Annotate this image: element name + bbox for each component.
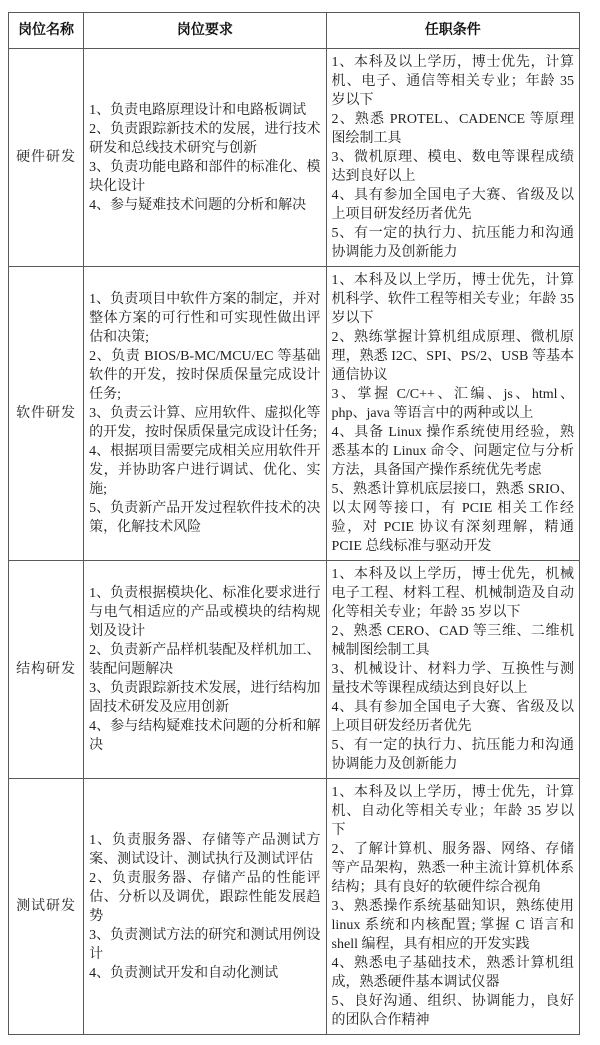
qualification-item: 5、有一定的执行力、抗压能力和沟通协调能力及创新能力 — [331, 226, 574, 260]
qualification-item: 3、熟悉操作系统基础知识，熟练使用 linux 系统和内核配置; 掌握 C 语言和 shell 编程，具有相应的开发实践 — [331, 899, 574, 952]
qualification-item: 5、有一定的执行力、抗压能力和沟通协调能力及创新能力 — [331, 738, 574, 772]
requirement-item: 4、参与疑难技术问题的分析和解决 — [89, 197, 307, 213]
requirements-cell — [84, 267, 326, 561]
qualification-item: 2、熟悉 CERO、CAD 等三维、二维机械制图绘制工具 — [331, 624, 574, 658]
table-row — [9, 267, 580, 561]
qualification-item: 2、熟练掌握计算机组成原理、微机原理，熟悉 I2C、SPI、PS/2、USB 等基本通信协议 — [331, 330, 574, 383]
qualification-item: 2、熟悉 PROTEL、CADENCE 等原理图绘制工具 — [331, 112, 574, 146]
qualification-item: 5、熟悉计算机底层接口，熟悉 SRIO、以太网等接口，有 PCIE 相关工作经验，对 PCIE 协议有深刻理解，精通 PCIE 总线标准与驱动开发 — [331, 482, 574, 554]
requirement-item: 2、负责服务器、存储产品的性能评估、分析以及调优，跟踪性能发展趋势 — [89, 870, 321, 924]
table-row — [9, 779, 580, 1035]
table-row — [9, 561, 580, 779]
requirements-cell — [84, 49, 326, 267]
requirement-item: 3、负责功能电路和部件的标准化、模块化设计 — [89, 159, 321, 194]
requirement-item: 2、负责 BIOS/B-MC/MCU/EC 等基础软件的开发，按时保质保量完成设计任务; — [89, 349, 321, 402]
requirement-item: 2、负责新产品样机装配及样机加工、装配问题解决 — [89, 643, 321, 677]
table-body — [9, 49, 580, 1035]
qualification-item: 1、本科及以上学历，博士优先，机械电子工程、材料工程、机械制造及自动化等相关专业；年龄 35 岁以下 — [331, 567, 574, 620]
requirement-item: 5、负责新产品开发过程软件技术的决策，化解技术风险 — [89, 501, 321, 535]
qualifications-cell — [326, 779, 579, 1035]
qualification-item: 1、本科及以上学历，博士优先，计算机、自动化等相关专业；年龄 35 岁以下 — [331, 785, 574, 838]
qualification-item: 1、本科及以上学历，博士优先，计算机科学、软件工程等相关专业；年龄 35 岁以下 — [331, 273, 574, 326]
qualification-item: 4、具有参加全国电子大赛、省级及以上项目研发经历者优先 — [331, 188, 574, 222]
requirement-item: 1、负责电路原理设计和电路板调试 — [89, 102, 307, 118]
requirement-item: 4、根据项目需要完成相关应用软件开发，并协助客户进行调试、优化、实施; — [89, 444, 321, 497]
qualification-item: 3、掌握 C/C++、汇编、js、html、php、java 等语言中的两种或以上 — [331, 387, 574, 421]
qualification-item: 4、具备 Linux 操作系统使用经验，熟悉基本的 Linux 命令、问题定位与分析方法，具备国产操作系统优先考虑 — [331, 425, 574, 478]
requirement-item: 1、负责根据模块化、标准化要求进行与电气相适应的产品或模块的结构规划及设计 — [89, 586, 321, 639]
qualification-item: 3、微机原理、模电、数电等课程成绩达到良好以上 — [331, 150, 574, 184]
requirements-cell — [84, 779, 326, 1035]
position-cell: 结构研发 — [9, 561, 84, 779]
requirement-item: 1、负责服务器、存储等产品测试方案、测试设计、测试执行及测试评估 — [89, 832, 321, 867]
qualification-item: 2、了解计算机、服务器、网络、存储等产品架构，熟悉一种主流计算机体系结构；具有良好的软硬件综合视角 — [331, 842, 574, 895]
requirement-item: 2、负责跟踪新技术的发展，进行技术研发和总线技术研究与创新 — [89, 121, 321, 156]
column-header-requirements: 岗位要求 — [84, 13, 326, 49]
requirements-cell — [84, 561, 326, 779]
qualification-item: 3、机械设计、材料力学、互换性与测量技术等课程成绩达到良好以上 — [331, 662, 574, 696]
position-cell: 硬件研发 — [9, 49, 84, 267]
requirement-item: 4、参与结构疑难技术问题的分析和解决 — [89, 719, 321, 753]
qualifications-cell — [326, 267, 579, 561]
column-header-qualifications: 任职条件 — [326, 13, 579, 49]
job-positions-table — [8, 12, 580, 1035]
requirement-item: 3、负责测试方法的研究和测试用例设计 — [89, 927, 321, 962]
requirement-item: 3、负责跟踪新技术发展，进行结构加固技术研发及应用创新 — [89, 681, 321, 715]
qualifications-cell — [326, 561, 579, 779]
requirement-item: 1、负责项目中软件方案的制定，并对整体方案的可行性和可实现性做出评估和决策; — [89, 292, 321, 345]
table-row — [9, 49, 580, 267]
qualification-item: 1、本科及以上学历，博士优先，计算机、电子、通信等相关专业；年龄 35 岁以下 — [331, 55, 574, 108]
qualification-item: 4、熟悉电子基础技术，熟悉计算机组成，熟悉硬件基本调试仪器 — [331, 956, 574, 990]
qualification-item: 4、具有参加全国电子大赛、省级及以上项目研发经历者优先 — [331, 700, 574, 734]
position-cell: 软件研发 — [9, 267, 84, 561]
qualification-item: 5、良好沟通、组织、协调能力，良好的团队合作精神 — [331, 994, 574, 1028]
requirement-item: 4、负责测试开发和自动化测试 — [89, 965, 279, 981]
requirement-item: 3、负责云计算、应用软件、虚拟化等的开发，按时保质保量完成设计任务; — [89, 406, 321, 440]
position-cell: 测试研发 — [9, 779, 84, 1035]
qualifications-cell — [326, 49, 579, 267]
column-header-position: 岗位名称 — [9, 13, 84, 49]
table-header-row — [9, 13, 580, 49]
